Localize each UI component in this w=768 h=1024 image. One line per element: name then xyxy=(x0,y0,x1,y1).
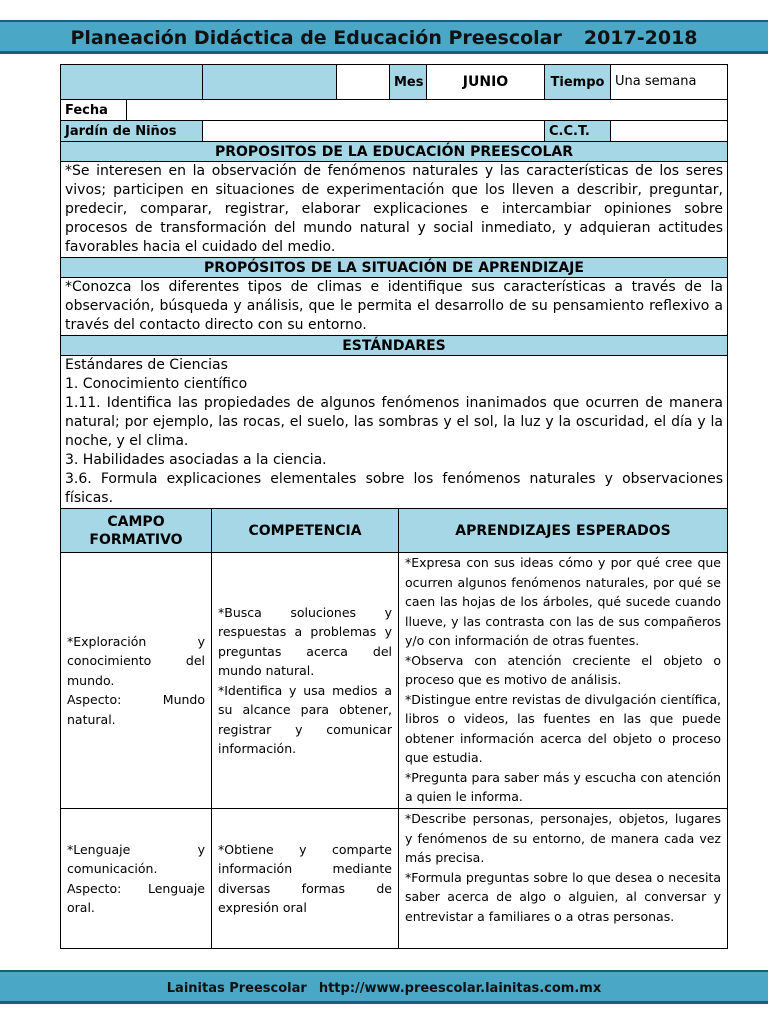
footer-site-name: Lainitas Preescolar xyxy=(166,981,307,996)
campo-line: *Exploración y conocimiento del mundo. xyxy=(67,633,205,688)
fecha-value xyxy=(127,100,728,121)
section-row xyxy=(61,336,728,356)
blank-cell-1 xyxy=(61,65,203,100)
header-campo-formativo: CAMPO FORMATIVO xyxy=(61,509,212,553)
aprendizaje-line: *Distingue entre revistas de divulgación científica, libros o videos, las fuentes en las que puede obtener información acerca del objeto o proceso que estudia. xyxy=(405,691,721,765)
estandares-heading: ESTÁNDARES xyxy=(61,336,728,356)
propositos-preescolar-text: *Se interesen en la observación de fenómenos naturales y las características de los seres vivos; participen en situaciones de experimentación que los lleven a describir, preguntar, predecir, comparar, registrar, elaborar explicaciones e intercambiar opiniones sobre procesos de transformación del mundo natural y social inmediato, y adquieran actitudes favorables hacia el cuidado del medio. xyxy=(61,162,728,258)
propositos-situacion-text: *Conozca los diferentes tipos de climas e identifique sus características a través de la observación, búsqueda y análisis, que le permita el desarrollo de su pensamiento reflexivo a través del contacto directo con su entorno. xyxy=(61,278,728,336)
planning-sheet xyxy=(60,64,727,949)
aprendizaje-line: *Formula preguntas sobre lo que desea o necesita saber acerca de algo o alguien, al conversar y entrevistar a familiares o a otras personas. xyxy=(405,869,721,924)
estandares-body xyxy=(61,356,728,509)
competencia-line: *Obtiene y comparte información mediante diversas formas de expresión oral xyxy=(218,841,392,915)
campo-line: *Lenguaje y comunicación. xyxy=(67,841,205,876)
table-row xyxy=(61,809,728,949)
footer-url[interactable]: http://www.preescolar.lainitas.com.mx xyxy=(318,981,602,996)
header-aprendizajes: APRENDIZAJES ESPERADOS xyxy=(399,509,728,553)
mes-label: Mes xyxy=(390,65,427,100)
page-title: Planeación Didáctica de Educación Preescolar xyxy=(70,27,562,49)
fecha-label: Fecha xyxy=(61,100,127,121)
aprendizajes-cell xyxy=(399,553,728,809)
para-row xyxy=(61,162,728,258)
aprendizaje-line: *Expresa con sus ideas cómo y por qué cree que ocurren algunos fenómenos naturales, por qué se caen las hojas de los árboles, qué sucede cuando llueve, y las contrasta con las de sus compañeros y/o con información de otras fuentes. xyxy=(405,555,721,648)
section-row xyxy=(61,142,728,162)
competencias-header-row xyxy=(61,509,728,553)
school-year: 2017-2018 xyxy=(583,27,698,49)
aprendizaje-line: *Pregunta para saber más y escucha con atención a quien le informa. xyxy=(405,769,721,804)
propositos-preescolar-heading: PROPOSITOS DE LA EDUCACIÓN PREESCOLAR xyxy=(61,142,728,162)
header-row xyxy=(61,65,728,100)
header-competencia: COMPETENCIA xyxy=(212,509,399,553)
footer-banner xyxy=(0,970,768,1004)
tiempo-label: Tiempo xyxy=(545,65,611,100)
competencia-cell xyxy=(212,809,399,949)
estandares-line: 1. Conocimiento científico xyxy=(65,376,248,392)
cct-label: C.C.T. xyxy=(545,121,611,142)
campo-line: Aspecto: Lenguaje oral. xyxy=(67,880,205,915)
section-row xyxy=(61,258,728,278)
propositos-situacion-heading: PROPÓSITOS DE LA SITUACIÓN DE APRENDIZAJE xyxy=(61,258,728,278)
aprendizaje-line: *Observa con atención creciente el objeto o proceso que es motivo de análisis. xyxy=(405,652,721,687)
competencia-line: *Busca soluciones y respuestas a problemas y preguntas acerca del mundo natural. xyxy=(218,604,392,678)
para-row xyxy=(61,278,728,336)
aprendizaje-line: *Describe personas, personajes, objetos, lugares y fenómenos de su entorno, de manera cada vez más precisa. xyxy=(405,811,721,865)
aprendizajes-cell xyxy=(399,809,728,949)
competencia-line: *Identifica y usa medios a su alcance para obtener, registrar y comunicar información. xyxy=(218,682,392,756)
fecha-row xyxy=(61,100,728,121)
estandares-line: 1.11. Identifica las propiedades de algunos fenómenos inanimados que ocurren de manera natural; por ejemplo, las rocas, el suelo, las sombras y el sol, la luz y la oscuridad, el día y la noche, y el clima. xyxy=(65,395,723,449)
blank-cell-3 xyxy=(337,65,390,100)
para-row xyxy=(61,356,728,509)
tiempo-value: Una semana xyxy=(611,65,728,100)
campo-cell xyxy=(61,809,212,949)
title-banner xyxy=(0,20,768,54)
estandares-line: 3.6. Formula explicaciones elementales sobre los fenómenos naturales y observaciones físicas. xyxy=(65,471,723,506)
campo-line: Aspecto: Mundo natural. xyxy=(67,692,205,727)
mes-value: JUNIO xyxy=(427,65,545,100)
estandares-line: 3. Habilidades asociadas a la ciencia. xyxy=(65,452,327,468)
estandares-line: Estándares de Ciencias xyxy=(65,357,228,373)
info-table xyxy=(60,64,728,509)
blank-cell-2 xyxy=(203,65,337,100)
competencias-table xyxy=(60,508,728,949)
jardin-value xyxy=(203,121,545,142)
competencia-cell xyxy=(212,553,399,809)
jardin-row xyxy=(61,121,728,142)
jardin-label: Jardín de Niños xyxy=(61,121,203,142)
campo-cell xyxy=(61,553,212,809)
cct-value xyxy=(611,121,728,142)
table-row xyxy=(61,553,728,809)
